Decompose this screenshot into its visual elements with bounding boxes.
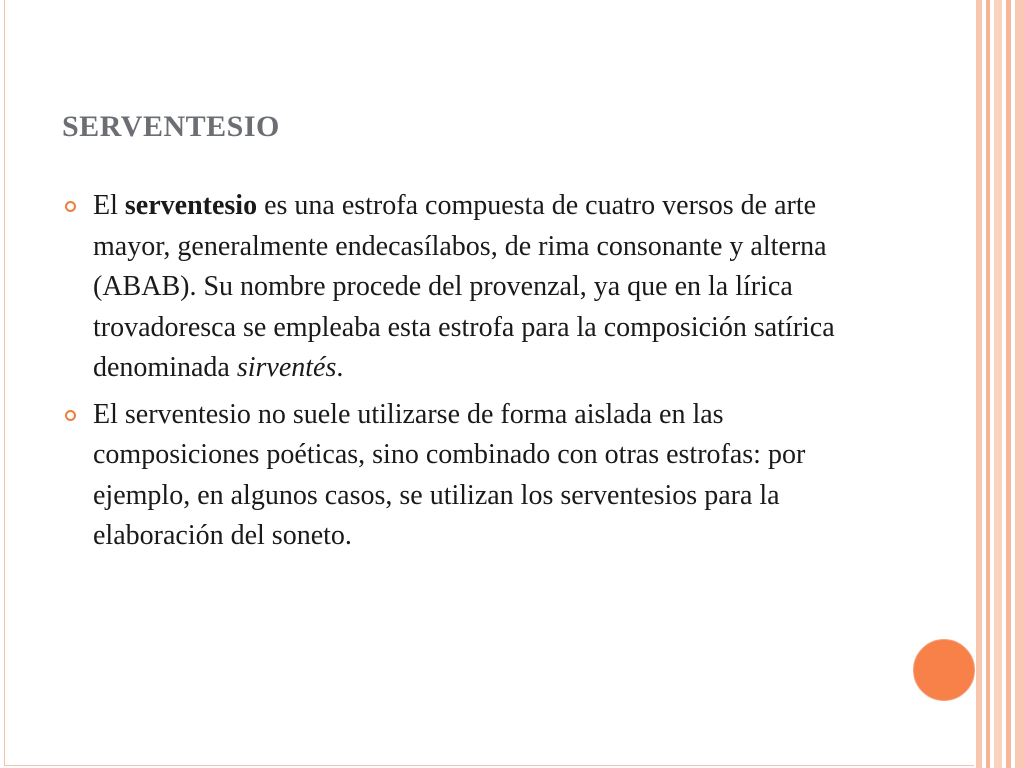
bullet-1-suffix: . [336,352,344,383]
bullet-item-1 [62,186,882,389]
stripe-5 [1015,0,1024,768]
bullet-1-prefix: El [93,190,125,221]
slide-body [62,186,882,563]
bullet-item-2 [62,395,882,557]
bullet-1-italic: sirventés [236,352,337,383]
stripe-2 [986,0,990,768]
slide-title: SERVENTESIO [62,110,280,143]
decorative-stripes [974,0,1024,768]
stripe-1 [976,0,982,768]
bullet-icon [65,410,76,421]
bullet-icon [65,201,76,212]
stripe-3 [994,0,1002,768]
bullet-2-text: El serventesio no suele utilizarse de forma aislada en las composiciones poéticas, sino combinado con otras estrofas: por ejemplo, en algunos casos, se utilizan los serventesios para la elaboración del soneto. [93,398,806,551]
bullet-1-bold: serventesio [124,190,258,221]
bullet-1-text: es una estrofa compuesta de cuatro versos de arte mayor, generalmente endecasílabos, de rima consonante y alterna (ABAB). Su nombre procede del provenzal, ya que en la lírica trovadoresca se empleaba esta estrofa para la composición satírica denominada [93,190,835,383]
stripe-4 [1006,0,1011,768]
decorative-circle [913,639,975,701]
